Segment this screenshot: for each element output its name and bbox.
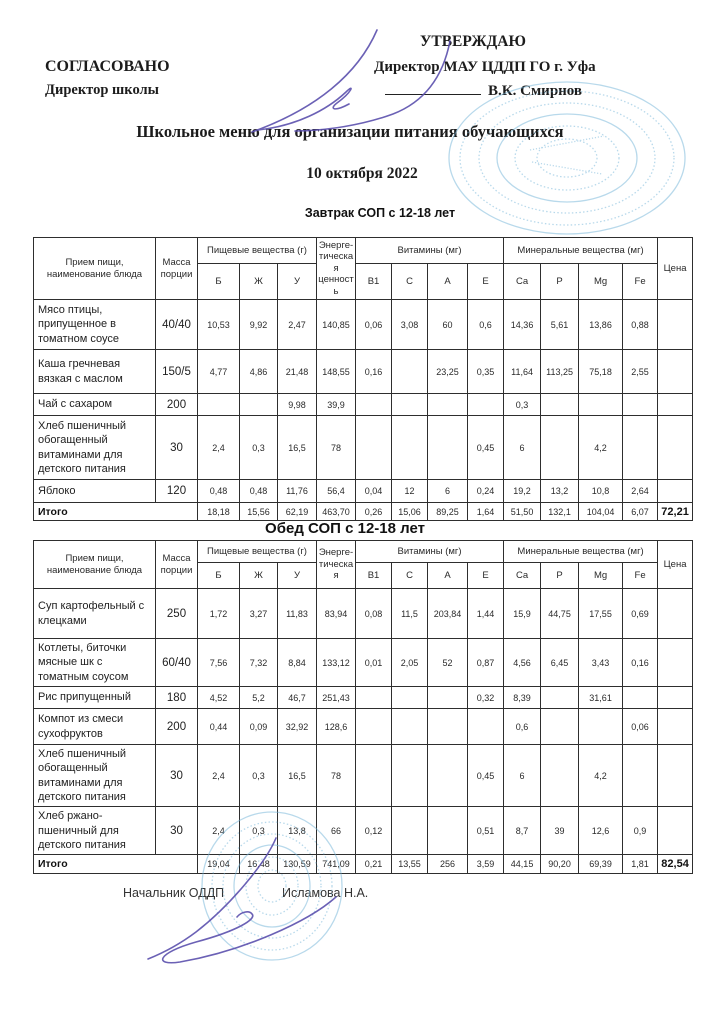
value-cell: 7,56 [198,639,240,687]
value-cell: 4,77 [198,350,240,394]
total-value-cell: 256 [428,855,468,874]
value-cell: 21,48 [278,350,317,394]
column-subheader: Б [198,264,240,300]
column-group-vitamins: Витамины (мг) [356,541,504,563]
value-cell: 14,36 [504,300,541,350]
menu-row [34,639,693,687]
value-cell: 2,4 [198,807,240,855]
portion-mass-cell: 30 [156,416,198,480]
value-cell: 203,84 [428,589,468,639]
column-subheader: Mg [579,563,623,589]
value-cell: 8,7 [504,807,541,855]
dish-name-cell: Рис припущенный [34,687,156,709]
value-cell [541,687,579,709]
column-subheader: Fe [623,264,658,300]
portion-mass-cell: 200 [156,709,198,745]
value-cell: 140,85 [317,300,356,350]
value-cell: 0,16 [623,639,658,687]
value-cell [541,394,579,416]
value-cell: 2,64 [623,480,658,503]
value-cell [356,394,392,416]
column-subheader: A [428,563,468,589]
menu-row [34,350,693,394]
value-cell: 148,55 [317,350,356,394]
value-cell: 5,61 [541,300,579,350]
value-cell [541,709,579,745]
value-cell: 5,2 [240,687,278,709]
value-cell: 4,86 [240,350,278,394]
value-cell: 2,55 [623,350,658,394]
value-cell: 0,3 [504,394,541,416]
total-value-cell: 15,56 [240,503,278,521]
value-cell: 11,76 [278,480,317,503]
portion-mass-cell: 200 [156,394,198,416]
value-cell: 0,45 [468,416,504,480]
approved-signature-line [385,81,582,100]
value-cell: 0,88 [623,300,658,350]
value-cell [428,394,468,416]
value-cell: 0,87 [468,639,504,687]
value-cell: 0,32 [468,687,504,709]
value-cell: 4,52 [198,687,240,709]
value-cell: 78 [317,745,356,807]
column-header-meal: Прием пищи, наименование блюда [34,238,156,300]
menu-row [34,394,693,416]
column-group-nutrients: Пищевые вещества (г) [198,541,317,563]
value-cell: 15,9 [504,589,541,639]
portion-mass-cell: 30 [156,745,198,807]
column-subheader: C [392,563,428,589]
agreed-block [45,58,170,99]
dish-name-cell: Суп картофельный с клецками [34,589,156,639]
total-price-cell: 82,54 [658,855,693,874]
value-cell: 75,18 [579,350,623,394]
value-cell: 46,7 [278,687,317,709]
total-value-cell: 6,07 [623,503,658,521]
menu-row [34,709,693,745]
approved-subtitle: Директор МАУ ЦДДП ГО г. Уфа [374,59,596,75]
value-cell: 0,12 [356,807,392,855]
column-subheader: Ca [504,563,541,589]
value-cell: 19,2 [504,480,541,503]
value-cell [392,350,428,394]
total-value-cell: 15,06 [392,503,428,521]
value-cell: 0,6 [504,709,541,745]
value-cell: 4,2 [579,416,623,480]
column-subheader: P [541,563,579,589]
column-group-minerals: Минеральные вещества (мг) [504,541,658,563]
column-subheader: A [428,264,468,300]
value-cell: 10,8 [579,480,623,503]
column-subheader: Ж [240,264,278,300]
value-cell: 12,6 [579,807,623,855]
menu-row [34,807,693,855]
signature-underline [385,81,481,95]
column-subheader: E [468,264,504,300]
value-cell [468,709,504,745]
column-subheader: E [468,563,504,589]
value-cell: 3,08 [392,300,428,350]
menu-row [34,480,693,503]
value-cell [658,687,693,709]
value-cell: 3,27 [240,589,278,639]
value-cell [623,394,658,416]
portion-mass-cell: 150/5 [156,350,198,394]
total-value-cell: 463,70 [317,503,356,521]
value-cell: 11,64 [504,350,541,394]
value-cell: 44,75 [541,589,579,639]
column-header-meal: Прием пищи, наименование блюда [34,541,156,589]
column-subheader: У [278,563,317,589]
column-subheader: Mg [579,264,623,300]
value-cell: 9,92 [240,300,278,350]
value-cell [658,639,693,687]
column-subheader: B1 [356,563,392,589]
column-header-price: Цена [658,541,693,589]
column-header-energy: Энерге-тическая ценность [317,238,356,300]
total-value-cell: 62,19 [278,503,317,521]
total-value-cell: 69,39 [579,855,623,874]
dish-name-cell: Хлеб пшеничный обогащенный витаминами для детского питания [34,416,156,480]
value-cell: 13,2 [541,480,579,503]
total-value-cell: 90,20 [541,855,579,874]
value-cell: 0,44 [198,709,240,745]
value-cell: 23,25 [428,350,468,394]
total-value-cell: 1,81 [623,855,658,874]
breakfast-table-title: Завтрак СОП с 12-18 лет [304,206,456,220]
value-cell: 56,4 [317,480,356,503]
value-cell: 0,45 [468,745,504,807]
value-cell [240,394,278,416]
value-cell [198,394,240,416]
value-cell: 52 [428,639,468,687]
value-cell: 0,08 [356,589,392,639]
value-cell: 0,24 [468,480,504,503]
value-cell: 128,6 [317,709,356,745]
value-cell: 6,45 [541,639,579,687]
value-cell [658,589,693,639]
lunch-table-title: Обед СОП с 12-18 лет [265,520,425,537]
column-subheader: Ж [240,563,278,589]
value-cell [541,416,579,480]
total-value-cell: 16,48 [240,855,278,874]
total-value-cell: 3,59 [468,855,504,874]
value-cell: 39 [541,807,579,855]
menu-row [34,300,693,350]
menu-row [34,416,693,480]
approved-signer-name: В.К. Смирнов [488,83,583,99]
value-cell: 0,16 [356,350,392,394]
value-cell: 16,5 [278,745,317,807]
portion-mass-cell: 250 [156,589,198,639]
value-cell [623,687,658,709]
value-cell [356,416,392,480]
column-header-energy: Энерге-тическая [317,541,356,589]
value-cell: 0,09 [240,709,278,745]
total-price-cell: 72,21 [658,503,693,521]
value-cell: 12 [392,480,428,503]
value-cell: 11,83 [278,589,317,639]
dish-name-cell: Чай с сахаром [34,394,156,416]
column-group-minerals: Минеральные вещества (мг) [504,238,658,264]
document-date: 10 октября 2022 [306,165,418,182]
value-cell: 13,8 [278,807,317,855]
total-value-cell: 130,59 [278,855,317,874]
value-cell: 17,55 [579,589,623,639]
value-cell [392,709,428,745]
value-cell [623,745,658,807]
value-cell [428,745,468,807]
value-cell [658,394,693,416]
portion-mass-cell: 40/40 [156,300,198,350]
value-cell: 0,3 [240,416,278,480]
menu-row [34,589,693,639]
total-value-cell: 51,50 [504,503,541,521]
value-cell: 133,12 [317,639,356,687]
value-cell: 31,61 [579,687,623,709]
value-cell: 0,35 [468,350,504,394]
value-cell: 32,92 [278,709,317,745]
total-value-cell: 44,15 [504,855,541,874]
value-cell: 11,5 [392,589,428,639]
value-cell [428,416,468,480]
total-value-cell: 741,09 [317,855,356,874]
value-cell [392,687,428,709]
value-cell [468,394,504,416]
dish-name-cell: Хлеб ржано-пшеничный для детского питания [34,807,156,855]
column-group-nutrients: Пищевые вещества (г) [198,238,317,264]
value-cell: 113,25 [541,350,579,394]
value-cell: 1,44 [468,589,504,639]
column-subheader: P [541,264,579,300]
column-subheader: Б [198,563,240,589]
total-label-cell: Итого [34,855,198,874]
value-cell [658,300,693,350]
column-header-mass: Масса порции [156,541,198,589]
value-cell [428,687,468,709]
column-subheader: Fe [623,563,658,589]
value-cell [658,350,693,394]
value-cell: 6 [504,745,541,807]
dish-name-cell: Котлеты, биточки мясные шк с томатным соусом [34,639,156,687]
value-cell [658,807,693,855]
total-value-cell: 132,1 [541,503,579,521]
value-cell: 2,47 [278,300,317,350]
value-cell: 0,9 [623,807,658,855]
value-cell: 83,94 [317,589,356,639]
value-cell: 78 [317,416,356,480]
value-cell: 7,32 [240,639,278,687]
footer-position-label: Начальник ОДДП [123,886,225,900]
dish-name-cell: Компот из смеси сухофруктов [34,709,156,745]
value-cell: 0,6 [468,300,504,350]
value-cell: 0,48 [198,480,240,503]
value-cell [392,394,428,416]
column-subheader: У [278,264,317,300]
total-value-cell: 1,64 [468,503,504,521]
agreed-title: СОГЛАСОВАНО [45,58,170,75]
value-cell [658,480,693,503]
total-value-cell: 0,26 [356,503,392,521]
portion-mass-cell: 120 [156,480,198,503]
value-cell [658,745,693,807]
value-cell: 0,06 [356,300,392,350]
value-cell [658,709,693,745]
value-cell [541,745,579,807]
column-subheader: B1 [356,264,392,300]
dish-name-cell: Хлеб пшеничный обогащенный витаминами для детского питания [34,745,156,807]
total-value-cell: 89,25 [428,503,468,521]
column-subheader: Ca [504,264,541,300]
value-cell [356,709,392,745]
footer-person-name: Исламова Н.А. [282,886,369,900]
approved-title: УТВЕРЖДАЮ [420,33,526,50]
value-cell [356,745,392,807]
document-title: Школьное меню для организации питания обучающихся [136,122,564,141]
value-cell [356,687,392,709]
value-cell: 4,2 [579,745,623,807]
total-value-cell: 104,04 [579,503,623,521]
value-cell [428,709,468,745]
value-cell: 1,72 [198,589,240,639]
column-subheader: C [392,264,428,300]
value-cell: 2,4 [198,745,240,807]
value-cell [623,416,658,480]
agreed-subtitle: Директор школы [45,82,159,98]
portion-mass-cell: 180 [156,687,198,709]
value-cell: 10,53 [198,300,240,350]
value-cell: 16,5 [278,416,317,480]
value-cell: 66 [317,807,356,855]
value-cell: 0,06 [623,709,658,745]
dish-name-cell: Каша гречневая вязкая с маслом [34,350,156,394]
value-cell [579,394,623,416]
menu-row [34,745,693,807]
total-value-cell: 13,55 [392,855,428,874]
value-cell [579,709,623,745]
total-value-cell: 19,04 [198,855,240,874]
value-cell: 0,48 [240,480,278,503]
dish-name-cell: Мясо птицы, припущенное в томатном соусе [34,300,156,350]
value-cell: 6 [504,416,541,480]
value-cell: 0,3 [240,807,278,855]
column-header-price: Цена [658,238,693,300]
value-cell [392,807,428,855]
total-value-cell: 0,21 [356,855,392,874]
breakfast-menu-table [33,237,693,521]
total-row [34,503,693,521]
value-cell: 0,01 [356,639,392,687]
menu-row [34,687,693,709]
total-label-cell: Итого [34,503,198,521]
value-cell: 0,04 [356,480,392,503]
value-cell: 4,56 [504,639,541,687]
value-cell: 13,86 [579,300,623,350]
value-cell: 8,84 [278,639,317,687]
value-cell: 6 [428,480,468,503]
value-cell: 0,3 [240,745,278,807]
column-header-mass: Масса порции [156,238,198,300]
value-cell: 0,69 [623,589,658,639]
total-row [34,855,693,874]
value-cell: 9,98 [278,394,317,416]
value-cell: 0,51 [468,807,504,855]
value-cell: 251,43 [317,687,356,709]
dish-name-cell: Яблоко [34,480,156,503]
value-cell: 2,4 [198,416,240,480]
total-value-cell: 18,18 [198,503,240,521]
value-cell: 3,43 [579,639,623,687]
value-cell: 2,05 [392,639,428,687]
lunch-menu-table [33,540,693,874]
value-cell [658,416,693,480]
column-group-vitamins: Витамины (мг) [356,238,504,264]
value-cell [428,807,468,855]
value-cell: 39,9 [317,394,356,416]
portion-mass-cell: 60/40 [156,639,198,687]
portion-mass-cell: 30 [156,807,198,855]
value-cell [392,416,428,480]
value-cell: 60 [428,300,468,350]
value-cell [392,745,428,807]
value-cell: 8,39 [504,687,541,709]
